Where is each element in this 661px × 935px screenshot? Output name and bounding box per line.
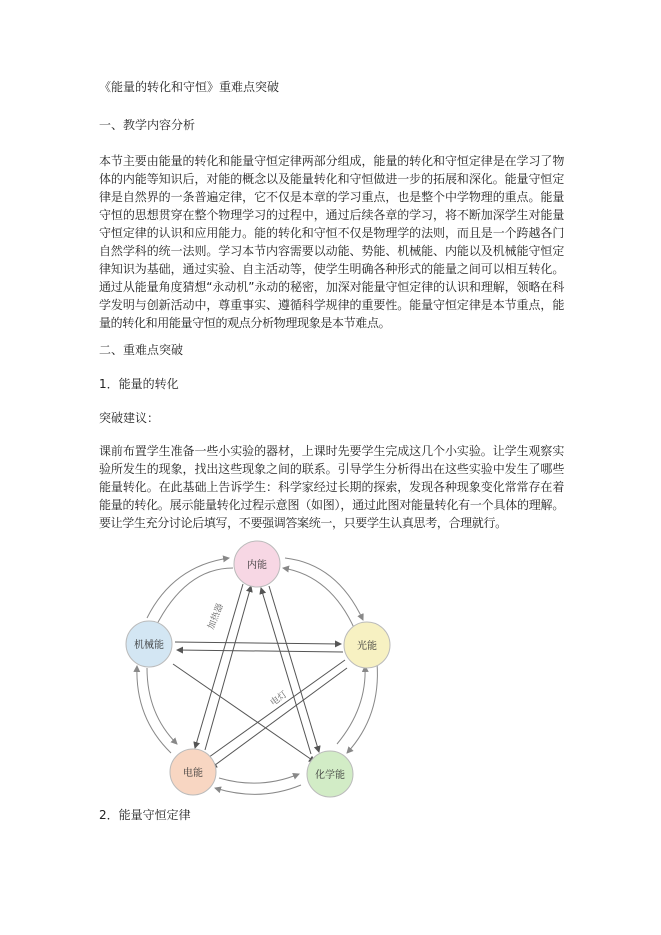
arrow-electric-to-internal	[205, 586, 251, 750]
node-label-mechanical: 机械能	[134, 640, 164, 651]
arrow-mechanical-to-electric	[147, 668, 177, 744]
lamp-label: 电灯	[268, 689, 290, 709]
analysis-paragraph: 本节主要由能量的转化和能量守恒定律两部分组成，能量的转化和守恒定律是在学习了物体的内能等知识后，对能的概念以及能量转化和守恒做进一步的拓展和深化。能量守恒定律是自然界的一条普遍定律，它不仅是本章的学习重点，也是整个中学物理的重点。能量守恒的思想贯穿在整个物理学习的过程中，通过后续各章的学习，将不断加深学生对能量守恒定律的认识和应用能力。能的转化和守恒不仅是物理学的法则，而且是一个跨越各门自然学科的统一法则。学习本节内容需要以动能、势能、机械能、内能以及机械能守恒定律知识为基础，通过实验、自主活动等，使学生明确各种形式的能量之间可以相互转化。通过从能量角度猜想“永动机”永动的秘密，加深对能量守恒定律的认识和理解，领略在科学发明与创新活动中，尊重事实、遵循科学规律的重要性。能量守恒定律是本节重点，能量的转化和用能量守恒的观点分析物理现象是本节难点。	[99, 154, 564, 330]
arrow-chemical-to-electric	[215, 785, 301, 794]
node-mechanical-energy	[126, 621, 172, 667]
heater-label: 加热器	[206, 602, 226, 632]
node-label-electric: 电能	[183, 768, 203, 779]
arrow-light-to-mechanical	[177, 650, 343, 652]
arrow-mechanical-to-light	[175, 642, 341, 644]
suggestion-paragraph: 课前布置学生准备一些小实验的器材，上课时先要学生完成这几个小实验。让学生观察实验所发生的现象，找出这些现象之间的联系。引导学生分析得出在这些实验中发生了哪些能量转化。在此基础上告诉学生：科学家经过长期的探索，发现各种现象变化常常存在着能量的转化。展示能量转化过程示意图（如图），通过此图对能量转化有一个具体的理解。要让学生充分讨论后填写，不要强调答案统一，只要学生认真思考，合理就行。	[99, 444, 564, 530]
node-light-energy	[344, 622, 390, 668]
subheading-conservation-law: 2．能量守恒定律	[99, 808, 191, 822]
arrow-light-to-internal	[283, 568, 355, 630]
document-title: 《能量的转化和守恒》重难点突破	[99, 80, 280, 94]
node-internal-energy	[234, 541, 280, 587]
section-heading-breakthrough: 二、重难点突破	[99, 343, 184, 357]
node-label-chemical: 化学能	[315, 770, 345, 781]
arrow-internal-to-mechanical	[155, 568, 233, 628]
arrow-internal-to-chemical	[269, 586, 319, 752]
arrow-light-to-chemical	[347, 663, 377, 753]
inner-star-arrows	[173, 584, 347, 768]
arrow-chemical-to-internal	[261, 588, 311, 754]
suggestion-label: 突破建议：	[99, 411, 160, 425]
node-chemical-energy	[307, 751, 353, 797]
node-electric-energy	[170, 749, 216, 795]
arrow-electric-to-chemical	[219, 774, 299, 783]
section-heading-analysis: 一、教学内容分析	[99, 118, 196, 132]
subheading-energy-conversion: 1．能量的转化	[99, 377, 179, 391]
arrow-chemical-to-light	[337, 666, 365, 744]
node-label-internal: 内能	[247, 560, 267, 571]
energy-conversion-diagram	[115, 538, 405, 808]
arrow-internal-to-light	[285, 558, 363, 620]
node-label-light: 光能	[357, 641, 377, 652]
arrow-mechanical-to-chemical	[173, 664, 315, 762]
